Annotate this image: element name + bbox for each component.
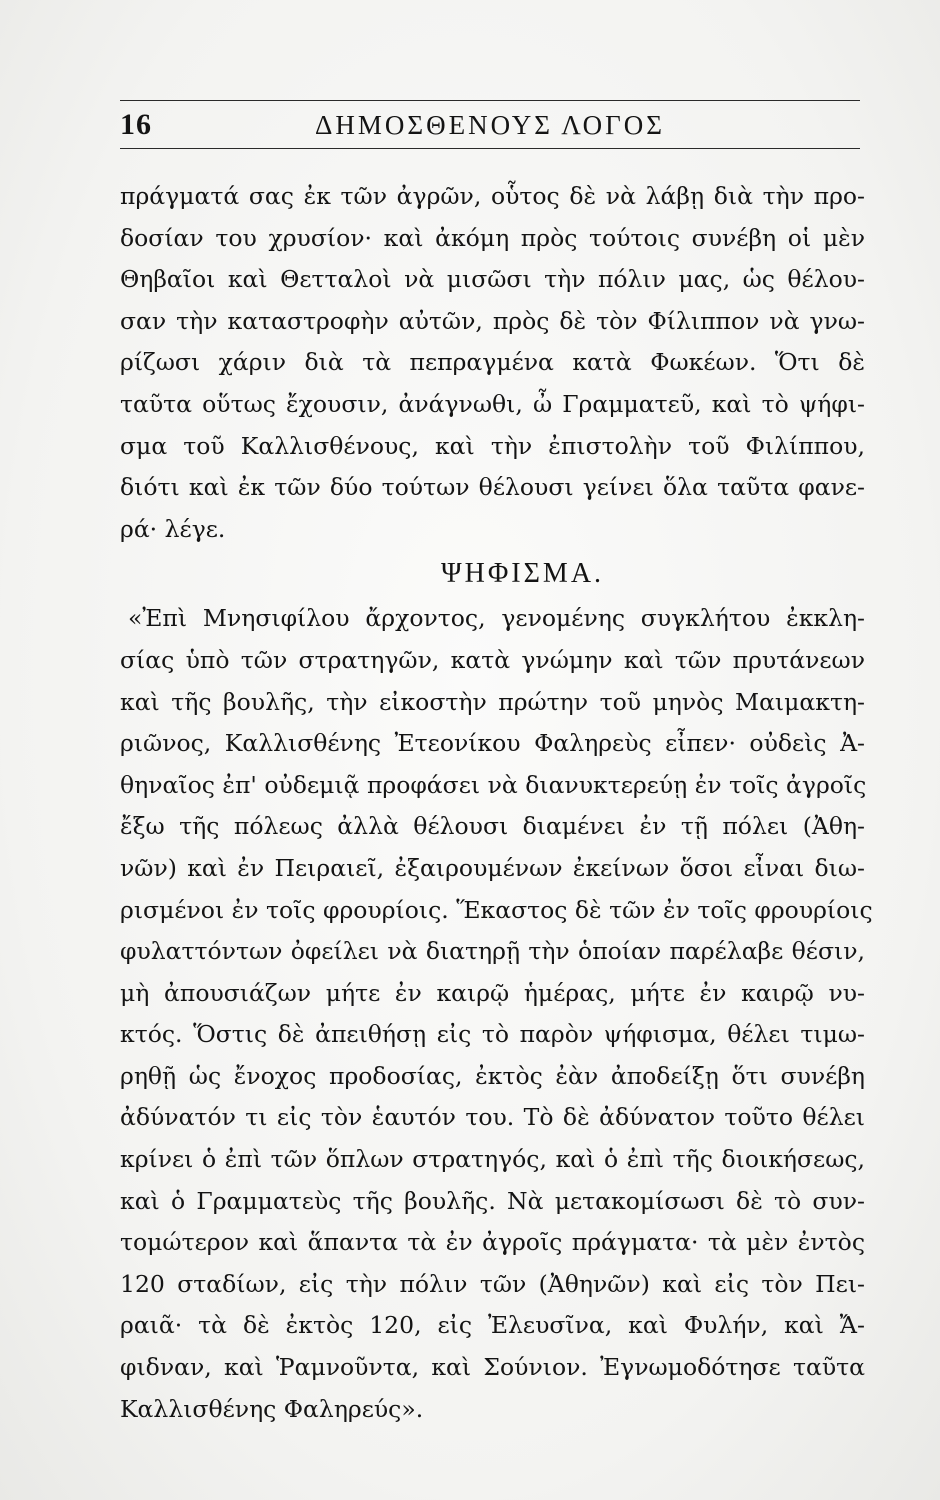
text-line: σμα τοῦ Καλλισθένους, καὶ τὴν ἐπιστολὴν τοῦ Φιλίππου, xyxy=(120,431,865,460)
text-line: τομώτερον καὶ ἅπαντα τὰ ἐν ἀγροῖς πράγματα· τὰ μὲν ἐντὸς xyxy=(120,1228,865,1257)
header-top-rule xyxy=(120,100,860,101)
section-heading: ΨΗΦΙΣΜΑ. xyxy=(440,558,605,590)
page-header xyxy=(120,100,860,150)
body-text xyxy=(120,176,873,1430)
text-line: «Ἐπὶ Μνησιφίλου ἄρχοντος, γενομένης συγκλήτου ἐκκλη- xyxy=(128,604,865,633)
text-line: φιδναν, καὶ Ῥαμνοῦντα, καὶ Σούνιον. Ἐγνωμοδότησε ταῦτα xyxy=(120,1353,865,1382)
text-line: δοσίαν του χρυσίον· καὶ ἀκόμη πρὸς τούτοις συνέβη οἱ μὲν xyxy=(120,223,865,252)
text-line: πράγματά σας ἐκ τῶν ἀγρῶν, οὗτος δὲ νὰ λάβῃ διὰ τὴν προ- xyxy=(120,182,865,210)
paragraph-1 xyxy=(120,176,865,550)
text-line: καὶ τῆς βουλῆς, τὴν εἰκοστὴν πρώτην τοῦ μηνὸς Μαιμακτη- xyxy=(120,687,865,716)
text-line: ἀδύνατόν τι εἰς τὸν ἑαυτόν του. Τὸ δὲ ἀδύνατον τοῦτο θέλει xyxy=(120,1103,865,1132)
text-line: Θηβαῖοι καὶ Θετταλοὶ νὰ μισῶσι τὴν πόλιν μας, ὡς θέλου- xyxy=(120,265,865,294)
text-line: 120 σταδίων, εἰς τὴν πόλιν τῶν (Ἀθηνῶν) καὶ εἰς τὸν Πει- xyxy=(120,1269,865,1298)
running-title: ΔΗΜΟΣΘΕΝΟΥΣ ΛΟΓΟΣ xyxy=(315,110,665,140)
page-number: 16 xyxy=(120,108,152,141)
paragraph-2 xyxy=(120,598,873,1430)
text-line: ρίζωσι χάριν διὰ τὰ πεπραγμένα κατὰ Φωκέων. Ὅτι δὲ xyxy=(120,348,865,377)
text-line: ρηθῇ ὡς ἔνοχος προδοσίας, ἐκτὸς ἐὰν ἀποδείξῃ ὅτι συνέβη xyxy=(120,1061,865,1090)
text-line: Καλλισθένης Φαληρεύς». xyxy=(120,1394,424,1423)
text-line: κτός. Ὅστις δὲ ἀπειθήσῃ εἰς τὸ παρὸν ψήφισμα, θέλει τιμω- xyxy=(120,1020,865,1049)
text-line: διότι καὶ ἐκ τῶν δύο τούτων θέλουσι γείνει ὅλα ταῦτα φανε- xyxy=(120,473,865,502)
text-line: ἔξω τῆς πόλεως ἀλλὰ θέλουσι διαμένει ἐν τῇ πόλει (Ἀθη- xyxy=(120,812,865,841)
text-line: ρά· λέγε. xyxy=(120,514,226,543)
text-line: καὶ ὁ Γραμματεὺς τῆς βουλῆς. Νὰ μετακομίσωσι δὲ τὸ συν- xyxy=(120,1186,865,1215)
text-line: κρίνει ὁ ἐπὶ τῶν ὅπλων στρατηγός, καὶ ὁ ἐπὶ τῆς διοικήσεως, xyxy=(120,1145,865,1174)
text-line: ρισμένοι ἐν τοῖς φρουρίοις. Ἕκαστος δὲ τῶν ἐν τοῖς φρουρίοις xyxy=(120,895,873,924)
text-line: σαν τὴν καταστροφὴν αὐτῶν, πρὸς δὲ τὸν Φίλιππον νὰ γνω- xyxy=(120,306,865,335)
header-bottom-rule xyxy=(120,148,860,149)
text-line: σίας ὑπὸ τῶν στρατηγῶν, κατὰ γνώμην καὶ τῶν πρυτάνεων xyxy=(120,645,865,674)
text-line: μὴ ἀπουσιάζων μήτε ἐν καιρῷ ἡμέρας, μήτε ἐν καιρῷ νυ- xyxy=(120,978,865,1007)
text-line: θηναῖος ἐπ' οὐδεμιᾷ προφάσει νὰ διανυκτερεύῃ ἐν τοῖς ἀγροῖς xyxy=(120,770,867,799)
text-line: νῶν) καὶ ἐν Πειραιεῖ, ἐξαιρουμένων ἐκείνων ὅσοι εἶναι διω- xyxy=(120,853,865,882)
text-line: ριῶνος, Καλλισθένης Ἐτεονίκου Φαληρεὺς εἶπεν· οὐδεὶς Ἀ- xyxy=(120,729,865,758)
text-line: ταῦτα οὕτως ἔχουσιν, ἀνάγνωθι, ὦ Γραμματεῦ, καὶ τὸ ψήφι- xyxy=(120,389,865,418)
text-line: ραιᾶ· τὰ δὲ ἐκτὸς 120, εἰς Ἐλευσῖνα, καὶ Φυλήν, καὶ Ἄ- xyxy=(120,1311,865,1340)
text-line: φυλαττόντων ὀφείλει νὰ διατηρῇ τὴν ὁποίαν παρέλαβε θέσιν, xyxy=(120,937,865,966)
